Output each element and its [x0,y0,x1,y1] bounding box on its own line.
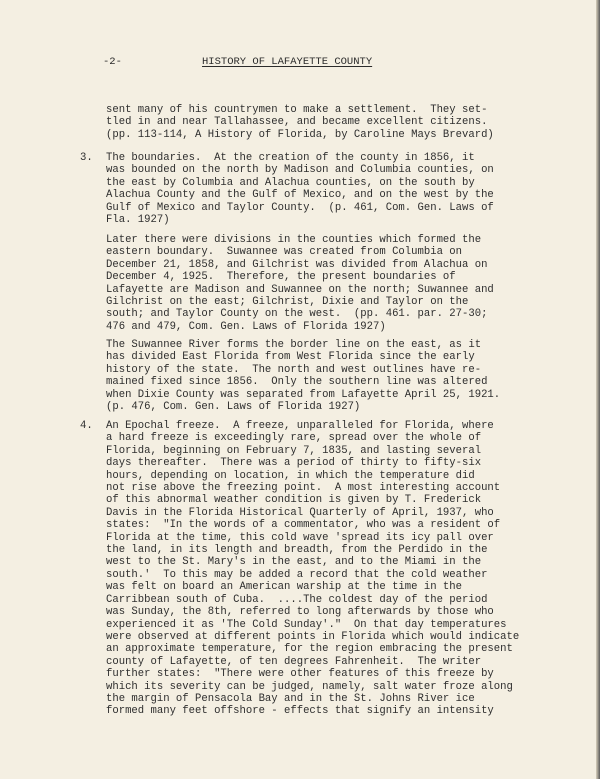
page-header [0,56,600,72]
divisions-paragraph: Later there were divisions in the counties which formed the eastern boundary. Suwannee was created from Columbia on December 21, 1858, and Gilchrist was divided from Alachua on December 4, 1925. Therefore, the present boundaries of Lafayette are Madison and Suwannee on the north; Suwannee and Gilchrist on the east; Gilchrist, Dixie and Taylor on the south; and Taylor County on the west. (pp. 461. par. 27-30; 476 and 479, Com. Gen. Laws of Florida 1927) [106,234,494,333]
paper-edge [596,0,600,779]
continuation-paragraph: sent many of his countrymen to make a settlement. They set- tled in and near Tallahassee, and became excellent citizens. (pp. 113-114, A History of Florida, by Caroline Mays Brevard) [106,104,494,141]
page-title: HISTORY OF LAFAYETTE COUNTY [202,56,373,68]
epochal-freeze-paragraph: An Epochal freeze. A freeze, unparalleled for Florida, where a hard freeze is exceedingly rare, spread over the whole of Florida, beginning on February 7, 1835, and lasting several days thereafter. There was a period of thirty to fifty-six hours, depending on location, in which the temperature did not rise above the freezing point. A most interesting account of this abnormal weather condition is given by T. Frederick Davis in the Florida Historical Quarterly of April, 1937, who states: "In the words of a commentator, who was a resident of Florida at the time, this cold wave 'spread its icy pall over the land, in its length and breadth, from the Perdido in the west to the St. Mary's in the east, and to the Miami in the south.' To this may be added a record that the cold weather was felt on board an American warship at the time in the Carribbean south of Cuba. ....The coldest day of the period was Sunday, the 8th, referred to long afterwards by those who experienced it as 'The Cold Sunday'." On that day temperatures were observed at different points in Florida which would indicate an approximate temperature, for the region embracing the present county of Lafayette, of ten degrees Fahrenheit. The writer further states: "There were other features of this freeze by which its severity can be judged, namely, salt water froze along the margin of Pensacola Bay and in the St. Johns River ice formed many feet offshore - effects that signify an intensity [106,420,520,718]
boundaries-paragraph: The boundaries. At the creation of the county in 1856, it was bounded on the north by Madison and Columbia counties, on the east by Columbia and Alachua counties, on the south by Alachua County and the Gulf of Mexico, and on the west by the Gulf of Mexico and Taylor County. (p. 461, Com. Gen. Laws of Fla. 1927) [106,152,494,227]
section-number: 3. [80,152,93,164]
section-number: 4. [80,420,93,432]
suwannee-river-paragraph: The Suwannee River forms the border line on the east, as it has divided East Florida from West Florida since the early history of the state. The north and west outlines have re- mained fixed since 1856. Only the southern line was altered when Dixie County was separated from Lafayette April 25, 1921. (p. 476, Com. Gen. Laws of Florida 1927) [106,339,501,414]
page-number: -2- [103,56,122,68]
